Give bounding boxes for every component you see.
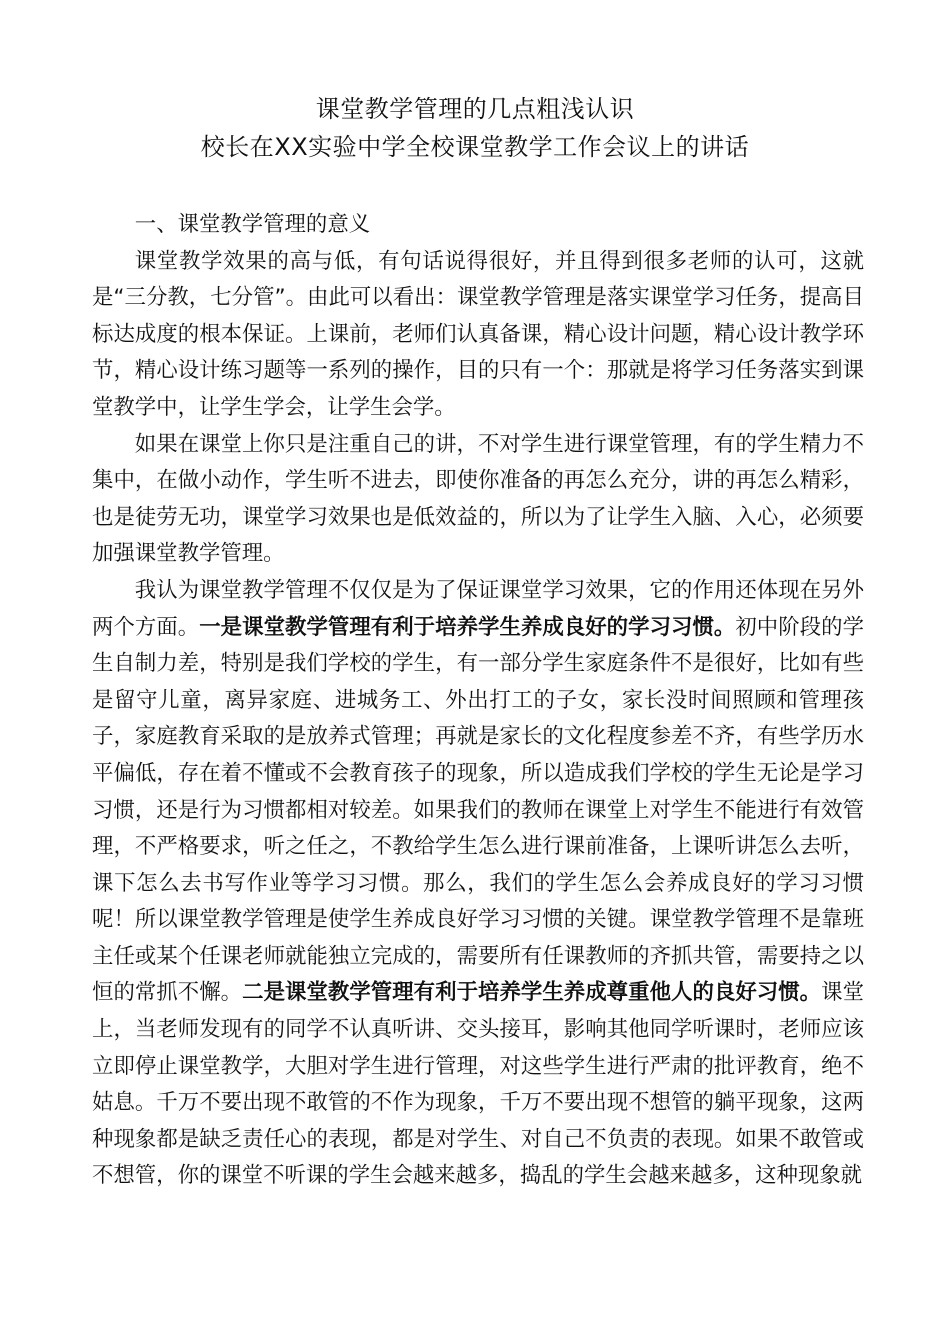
point-one-bold: 一是课堂教学管理有利于培养学生养成良好的学习习惯。 (199, 614, 736, 640)
document-title: 课堂教学管理的几点粗浅认识 (315, 95, 635, 123)
document-subtitle: 校长在XX实验中学全校课堂教学工作会议上的讲话 (200, 133, 750, 161)
paragraph-3 (92, 573, 864, 1195)
point-two-bold: 二是课堂教学管理有利于培养学生养成尊重他人的良好习惯。 (242, 980, 822, 1006)
title-block (0, 90, 950, 166)
point-two-text: 课堂上，当老师发现有的同学不认真听讲、交头接耳，影响其他同学听课时，老师应该立即停止课堂教学，大胆对学生进行管理，对这些学生进行严肃的批评教育，绝不姑息。千万不要出现不敢管的不作为现象，千万不要出现不想管的躺平现象，这两种现象都是缺乏责任心的表现，都是对学生、对自己不负责的表现。如果不敢管或不想管，你的课堂不听课的学生会越来越多，捣乱的学生会越来越多，这种现象就 (92, 980, 864, 1189)
paragraph-2: 如果在课堂上你只是注重自己的讲，不对学生进行课堂管理，有的学生精力不集中，在做小动作，学生听不进去，即使你准备的再怎么充分，讲的再怎么精彩，也是徒劳无功，课堂学习效果也是低效益的，所以为了让学生入脑、入心，必须要加强课堂教学管理。 (92, 431, 864, 567)
document-body (92, 207, 864, 1195)
paragraph-3-intro: 我认为课堂教学管理不仅仅是为了保证课堂学习效果，它的作用还体现在另外两个方面。 (92, 577, 864, 640)
section-heading: 一、课堂教学管理的意义 (134, 212, 371, 237)
point-one-text: 初中阶段的学生自制力差，特别是我们学校的学生，有一部分学生家庭条件不是很好，比如有些是留守儿童，离异家庭、进城务工、外出打工的子女，家长没时间照顾和管理孩子，家庭教育采取的是放养式管理；再就是家长的文化程度参差不齐，有些学历水平偏低，存在着不懂或不会教育孩子的现象，所以造成我们学校的学生无论是学习习惯，还是行为习惯都相对较差。如果我们的教师在课堂上对学生不能进行有效管理，不严格要求，听之任之，不教给学生怎么进行课前准备，上课听讲怎么去听，课下怎么去书写作业等学习习惯。那么，我们的学生怎么会养成良好的学习习惯呢！所以课堂教学管理是使学生养成良好学习习惯的关键。课堂教学管理不是靠班主任或某个任课老师就能独立完成的，需要所有任课教师的齐抓共管，需要持之以恒的常抓不懈。 (92, 614, 864, 1006)
paragraph-1: 课堂教学效果的高与低，有句话说得很好，并且得到很多老师的认可，这就是“三分教，七分管”。由此可以看出：课堂教学管理是落实课堂学习任务，提高目标达成度的根本保证。上课前，老师们认真备课，精心设计问题，精心设计教学环节，精心设计练习题等一系列的操作，目的只有一个：那就是将学习任务落实到课堂教学中，让学生学会，让学生会学。 (92, 248, 864, 420)
